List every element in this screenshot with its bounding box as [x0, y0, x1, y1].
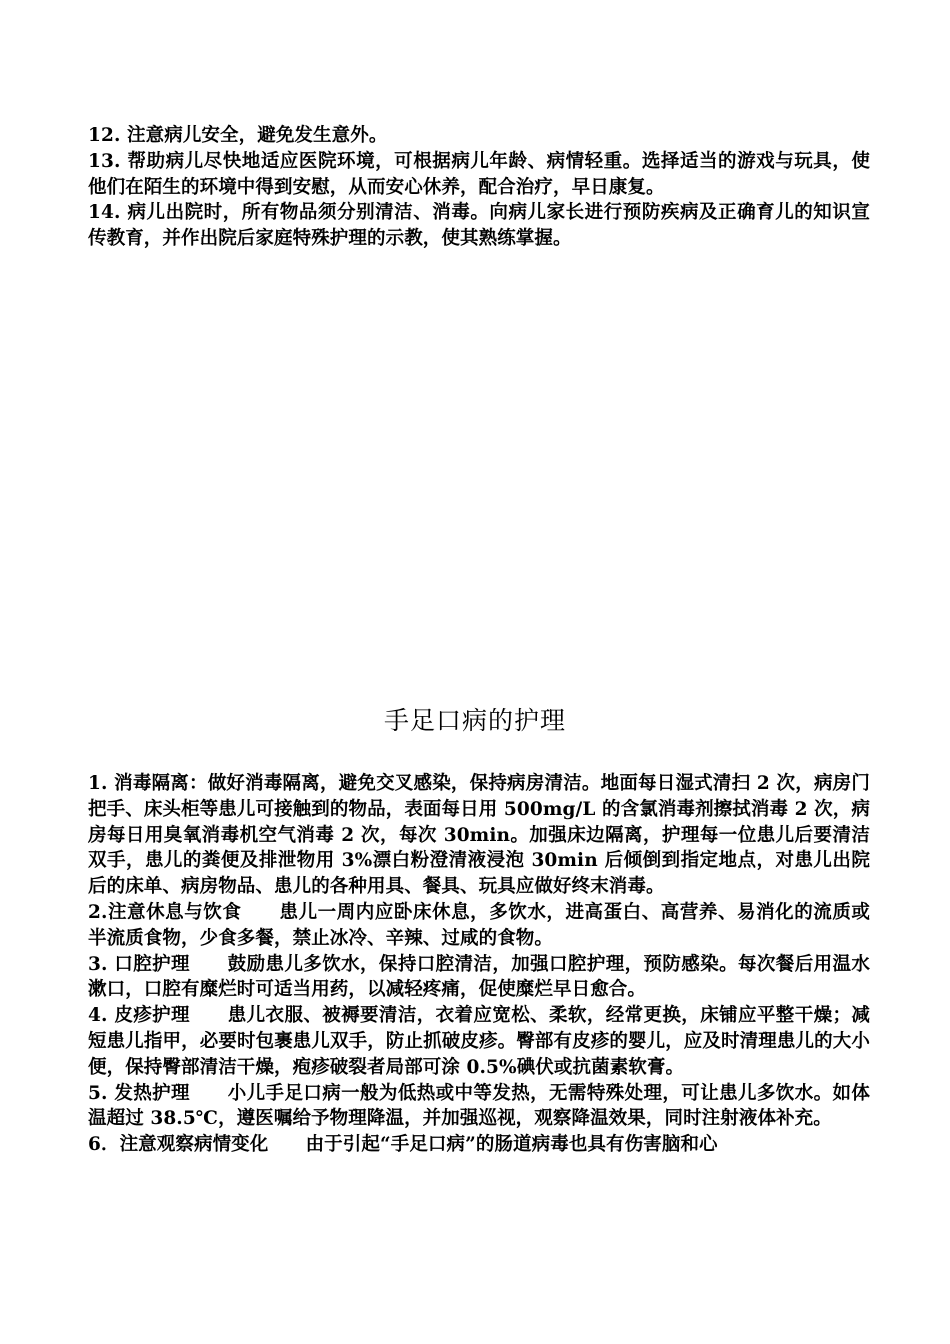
- note-item-14: 14. 病儿出院时，所有物品须分别清洁、消毒。向病儿家长进行预防疾病及正确育儿的知识宣传教育，并作出院后家庭特殊护理的示教，使其熟练掌握。: [88, 202, 870, 250]
- section-fever-care: 5. 发热护理 小儿手足口病一般为低热或中等发热，无需特殊处理，可让患儿多饮水。如体温超过 38.5℃，遵医嘱给予物理降温，并加强巡视，观察降温效果，同时注射液体补充。: [88, 1082, 870, 1130]
- note-item-13: 13. 帮助病儿尽快地适应医院环境，可根据病儿年龄、病情轻重。选择适当的游戏与玩具，使他们在陌生的环境中得到安慰，从而安心休养，配合治疗，早日康复。: [88, 150, 870, 198]
- hfmd-nursing-body: [88, 771, 870, 1158]
- note-item-12: 12. 注意病儿安全，避免发生意外。: [88, 125, 388, 146]
- nursing-notes-continued: [88, 123, 870, 252]
- section-observe-condition: 6．注意观察病情变化 由于引起“手足口病”的肠道病毒也具有伤害脑和心: [88, 1134, 718, 1156]
- section-oral-care: 3. 口腔护理 鼓励患儿多饮水，保持口腔清洁，加强口腔护理，预防感染。每次餐后用温水漱口，口腔有糜烂时可适当用药，以减轻疼痛，促使糜烂早日愈合。: [88, 953, 870, 1001]
- section-disinfection-isolation: 1. 消毒隔离：做好消毒隔离，避免交叉感染，保持病房清洁。地面每日湿式清扫 2 次，病房门把手、床头柜等患儿可接触到的物品，表面每日用 500mg/L 的含氯消毒剂擦拭消毒 2 次，病房每日用臭氧消毒机空气消毒 2 次，每次 30min。加强床边隔离，护理每一位患儿后要清洁双手，患儿的粪便及排泄物用 3%漂白粉澄清液浸泡 30min 后倾倒到指定地点，对患儿出院后的床单、病房物品、患儿的各种用具、餐具、玩具应做好终末消毒。: [88, 773, 870, 898]
- section-title: 手足口病的护理: [383, 706, 566, 735]
- section-rash-care: 4. 皮疹护理 患儿衣服、被褥要清洁，衣着应宽松、柔软，经常更换，床铺应平整干燥；减短患儿指甲，必要时包裹患儿双手，防止抓破皮疹。臀部有皮疹的婴儿，应及时清理患儿的大小便，保持臀部清洁干燥，疱疹破裂者局部可涂 0.5%碘伏或抗菌素软膏。: [88, 1005, 870, 1078]
- section-rest-diet: 2.注意休息与饮食 患儿一周内应卧床休息，多饮水，进高蛋白、高营养、易消化的流质或半流质食物，少食多餐，禁止冰冷、辛辣、过咸的食物。: [88, 901, 870, 949]
